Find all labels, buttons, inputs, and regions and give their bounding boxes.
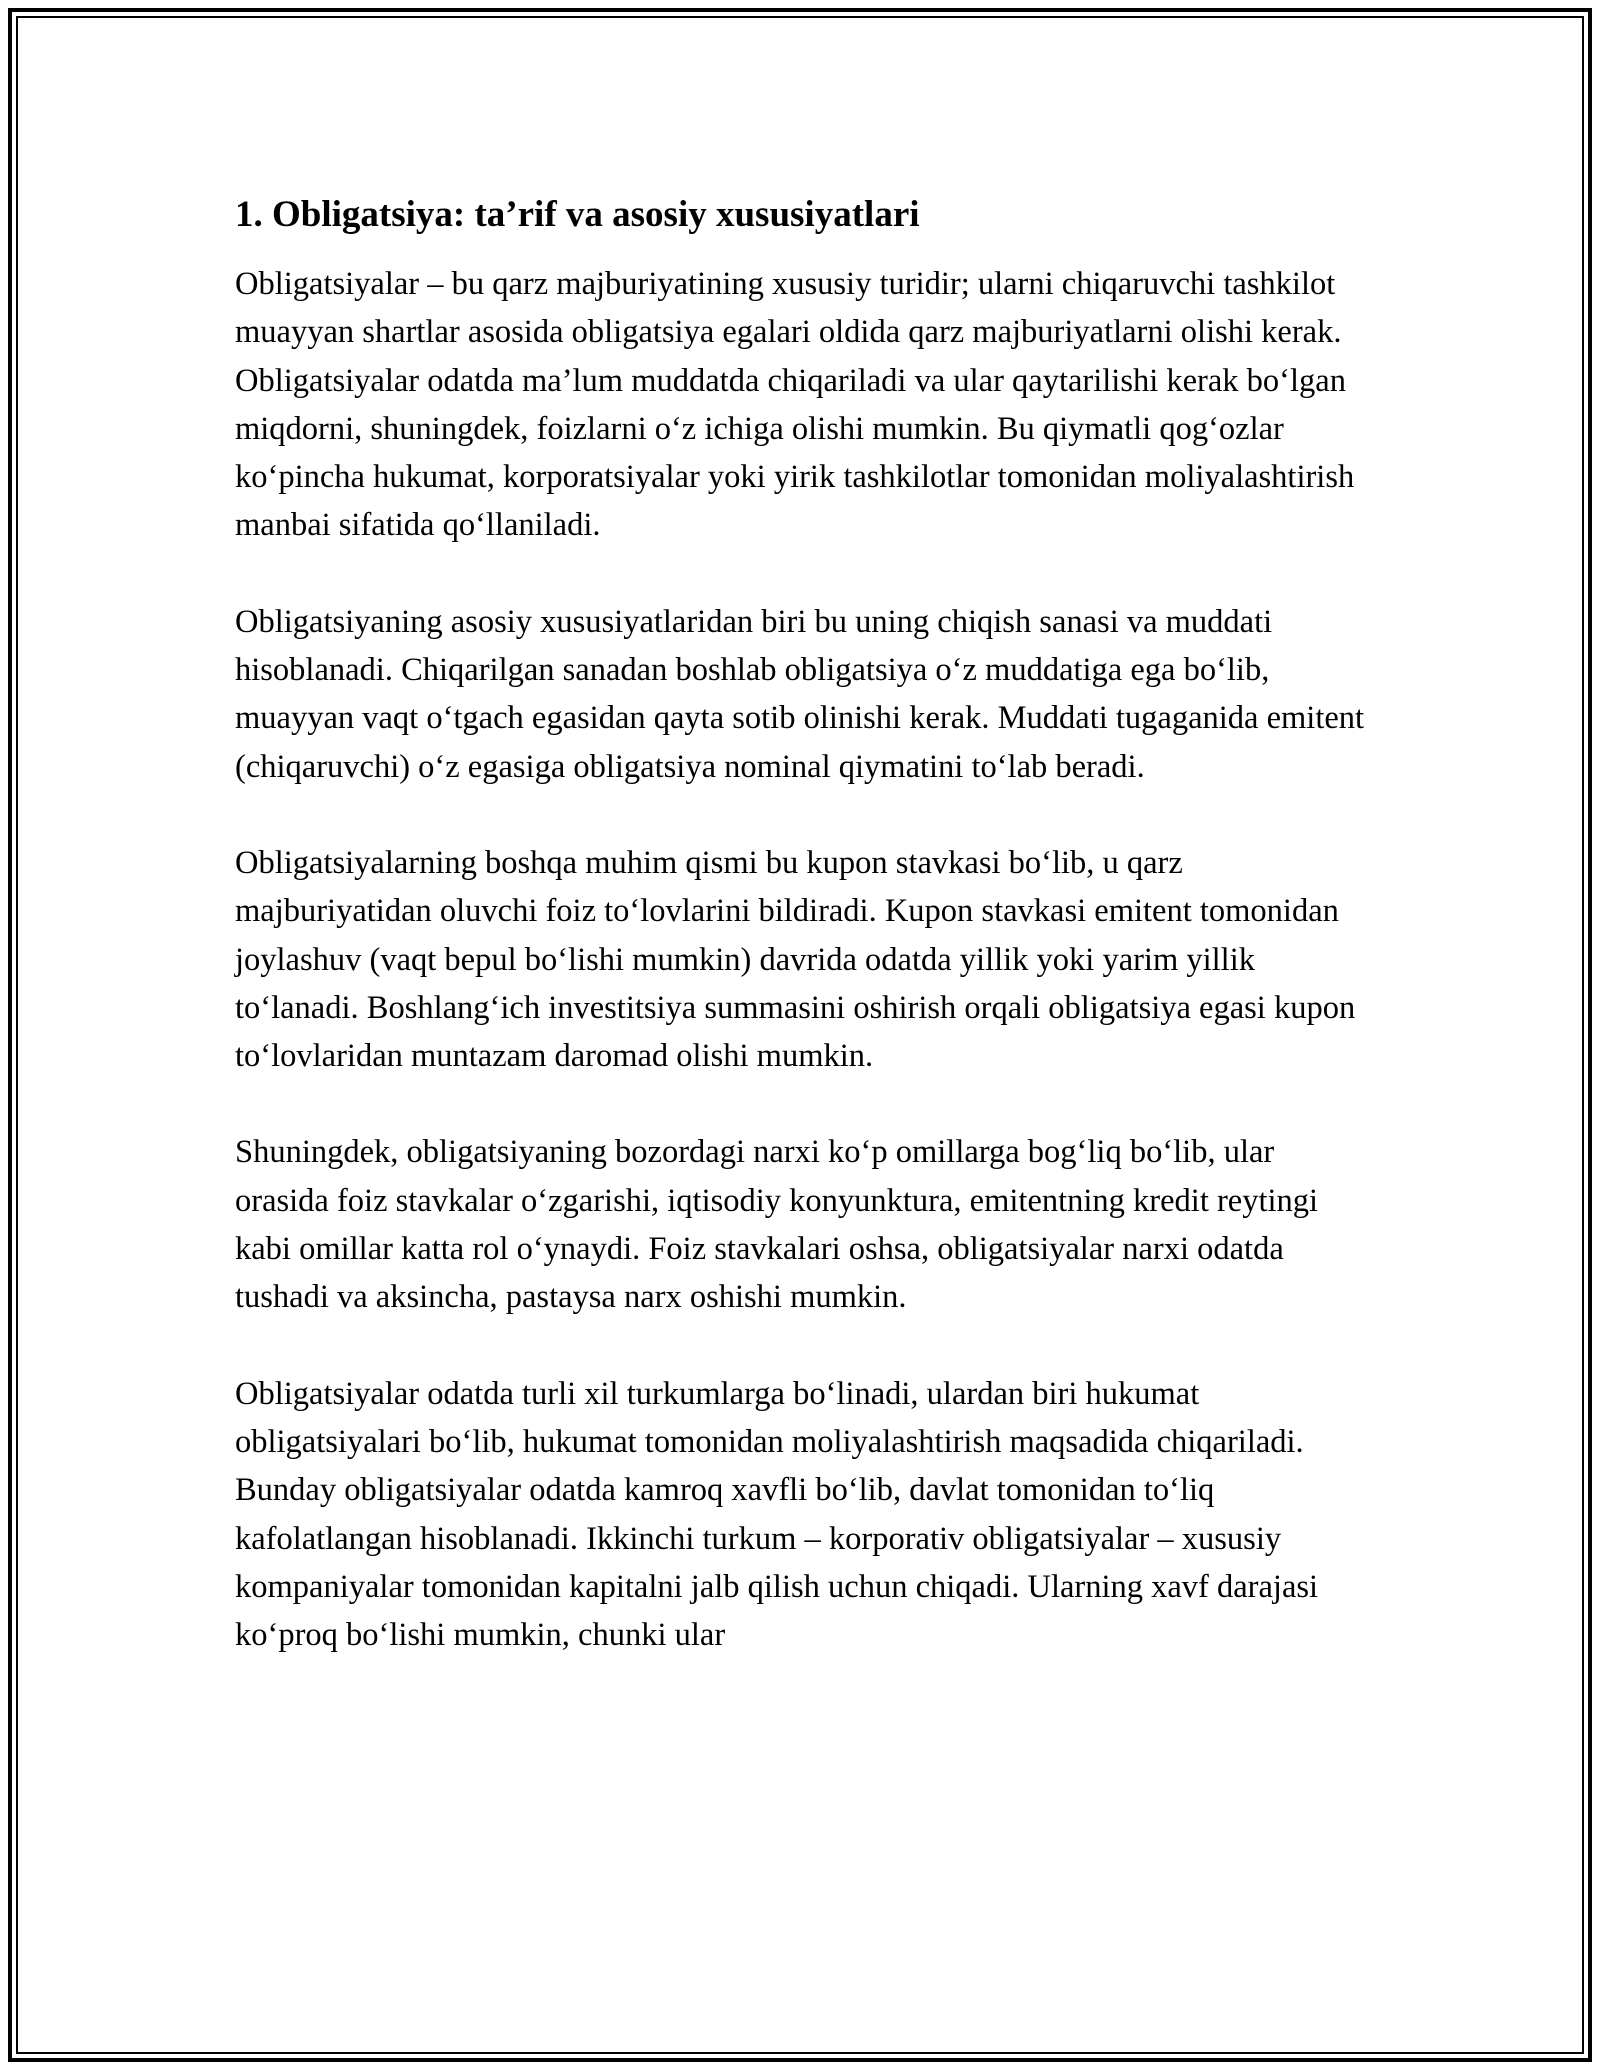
document-body <box>235 190 1375 1707</box>
paragraph-maturity: Obligatsiyaning asosiy xususiyatlaridan biri bu uning chiqish sanasi va muddati hisoblanadi. Chiqarilgan sanadan boshlab obligatsiya o‘z muddatiga ega bo‘lib, muayyan vaqt o‘tgach egasidan qayta sotib olinishi kerak. Muddati tugaganida emitent (chiqaruvchi) o‘z egasiga obligatsiya nominal qiymatini to‘lab beradi. <box>235 603 1365 785</box>
paragraph-bond-types: Obligatsiyalar odatda turli xil turkumlarga bo‘linadi, ulardan biri hukumat obligatsiyalari bo‘lib, hukumat tomonidan moliyalashtirish maqsadida chiqariladi. Bunday obligatsiyalar odatda kamroq xavfli bo‘lib, davlat tomonidan to‘liq kafolatlangan hisoblanadi. Ikkinchi turkum – korporativ obligatsiyalar – xususiy kompaniyalar tomonidan kapitalni jalb qilish uchun chiqadi. Ularning xavf darajasi ko‘proq bo‘lishi mumkin, chunki ular <box>235 1375 1319 1654</box>
paragraph-coupon: Obligatsiyalarning boshqa muhim qismi bu kupon stavkasi bo‘lib, u qarz majburiyatidan oluvchi foiz to‘lovlarini bildiradi. Kupon stavkasi emitent tomonidan joylashuv (vaqt bepul bo‘lishi mumkin) davrida odatda yillik yoki yarim yillik to‘lanadi. Boshlang‘ich investitsiya summasini oshirish orqali obligatsiya egasi kupon to‘lovlaridan muntazam daromad olishi mumkin. <box>235 844 1356 1075</box>
section-heading: 1. Obligatsiya: ta’rif va asosiy xususiyatlari <box>235 194 920 235</box>
paragraph-market-price: Shuningdek, obligatsiyaning bozordagi narxi ko‘p omillarga bog‘liq bo‘lib, ular orasida foiz stavkalar o‘zgarishi, iqtisodiy konyunktura, emitentning kredit reytingi kabi omillar katta rol o‘ynaydi. Foiz stavkalari oshsa, obligatsiyalar narxi odatda tushadi va aksincha, pastaysa narx oshishi mumkin. <box>235 1134 1319 1316</box>
paragraph-definition: Obligatsiyalar – bu qarz majburiyatining xususiy turidir; ularni chiqaruvchi tashkilot muayyan shartlar asosida obligatsiya egalari oldida qarz majburiyatlarni olishi kerak. Obligatsiyalar odatda ma’lum muddatda chiqariladi va ular qaytarilishi kerak bo‘lgan miqdorni, shuningdek, foizlarni o‘z ichiga olishi mumkin. Bu qiymatli qog‘ozlar ko‘pincha hukumat, korporatsiyalar yoki yirik tashkilotlar tomonidan moliyalashtirish manbai sifatida qo‘llaniladi. <box>235 266 1355 544</box>
